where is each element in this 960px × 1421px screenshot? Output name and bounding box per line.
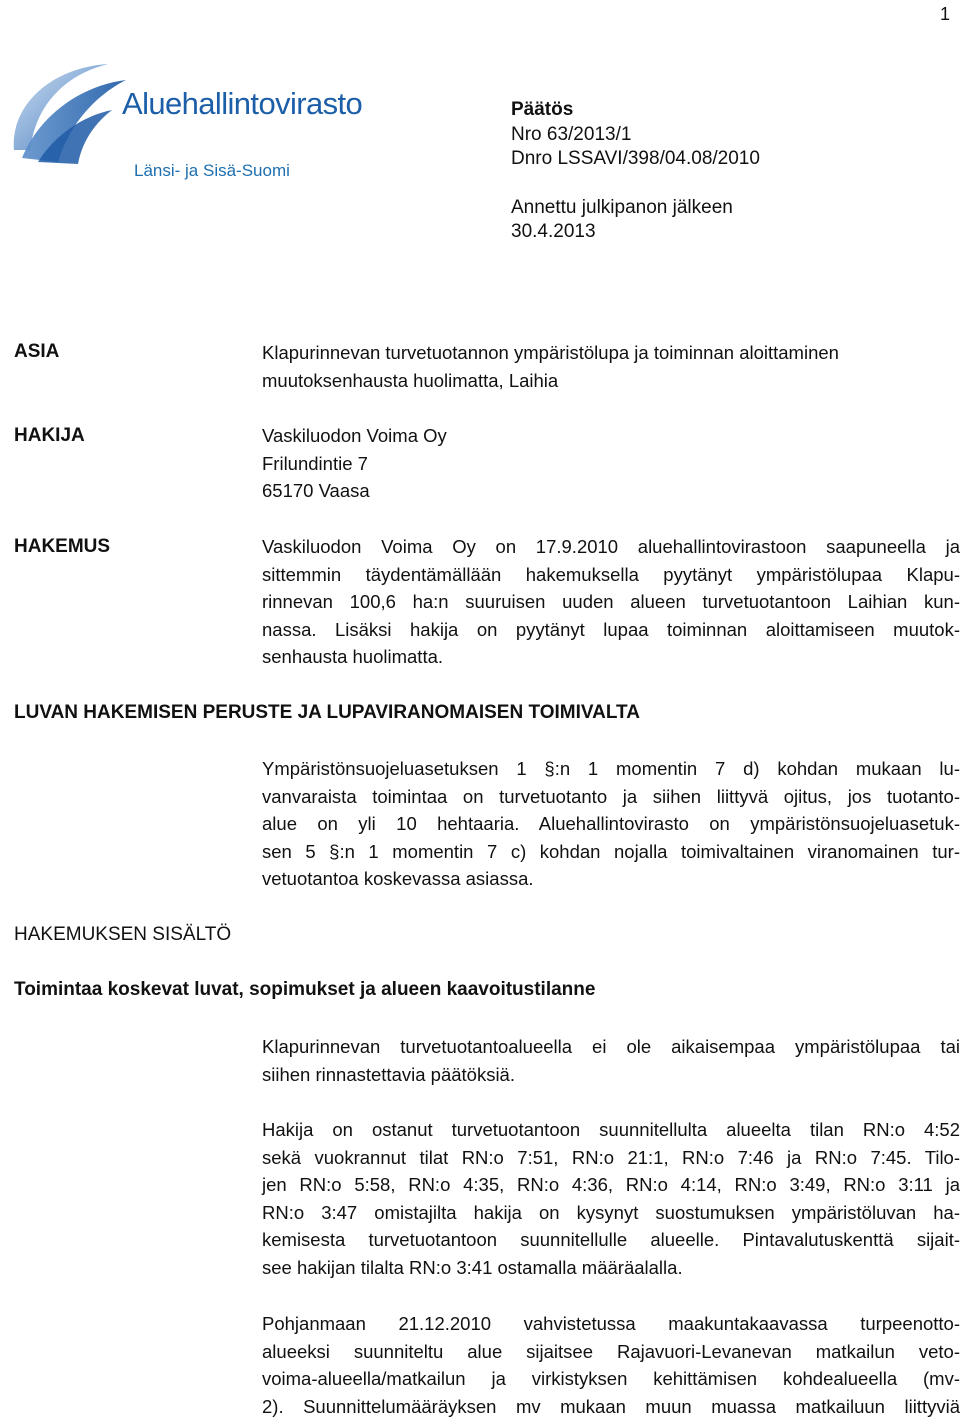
hakija-address bbox=[262, 422, 960, 505]
hakija-line: Frilundintie 7 bbox=[262, 452, 368, 474]
decision-title: Päätös bbox=[511, 99, 574, 120]
sisalto-para2 bbox=[262, 1116, 960, 1281]
decision-issued-date: 30.4.2013 bbox=[511, 221, 596, 242]
asia-label: ASIA bbox=[14, 341, 60, 362]
perusteet-line: Ympäristönsuojeluasetuksen 1 §:n 1 momentin 7 d) kohdan mukaan lu- bbox=[262, 758, 960, 779]
decision-number: Nro 63/2013/1 bbox=[511, 123, 632, 145]
sisalto-subheading: Toimintaa koskevat luvat, sopimukset ja alueen kaavoitustilanne bbox=[14, 979, 596, 1000]
hakemus-line: sittemmin täydentämällään hakemuksella pyytänyt ympäristölupaa Klapu- bbox=[262, 563, 960, 585]
page-number: 1 bbox=[939, 4, 950, 24]
para2-line: kemisesta turvetuotantoon suunnitellulle alueelle. Pintavalutuskenttä sijait- bbox=[262, 1229, 960, 1250]
para3-line: alueeksi suunniteltu alue sijaitsee Rajavuori-Levanevan matkailun veto- bbox=[262, 1340, 960, 1362]
logo-wordmark: Aluehallintovirasto bbox=[122, 86, 363, 121]
hakemus-text bbox=[262, 533, 960, 671]
hakemus-label: HAKEMUS bbox=[14, 536, 111, 557]
perusteet-text bbox=[262, 755, 960, 893]
para2-line: sekä vuokrannut tilat RN:o 7:51, RN:o 21:1, RN:o 7:46 ja RN:o 7:45. Tilo- bbox=[262, 1146, 960, 1168]
para1-line: Klapurinnevan turvetuotantoalueella ei ole aikaisempaa ympäristölupaa tai bbox=[262, 1036, 960, 1057]
para2-line: jen RN:o 5:58, RN:o 4:35, RN:o 4:36, RN:o 4:14, RN:o 3:49, RN:o 3:11 ja bbox=[262, 1174, 960, 1195]
perusteet-line: vetuotantoa koskevassa asiassa. bbox=[262, 868, 534, 889]
sisalto-para1 bbox=[262, 1033, 960, 1088]
decision-dnro: Dnro LSSAVI/398/04.08/2010 bbox=[511, 148, 760, 169]
hakija-line: 65170 Vaasa bbox=[262, 480, 370, 501]
asia-line: muutoksenhausta huolimatta, Laihia bbox=[262, 369, 559, 391]
hakemus-line: nassa. Lisäksi hakija on pyytänyt lupaa toiminnan aloittamiseen muutok- bbox=[262, 618, 960, 640]
perusteet-heading: LUVAN HAKEMISEN PERUSTE JA LUPAVIRANOMAISEN TOIMIVALTA bbox=[14, 702, 640, 723]
para3-line: voima-alueella/matkailun ja virkistyksen kehittämisen kohdealueella (mv- bbox=[262, 1368, 960, 1389]
asia-line: Klapurinnevan turvetuotannon ympäristölupa ja toiminnan aloittaminen bbox=[262, 342, 839, 363]
perusteet-line: vanvaraista toimintaa on turvetuotanto ja siihen liittyvä ojitus, jos tuotanto- bbox=[262, 785, 960, 807]
hakemus-line: senhausta huolimatta. bbox=[262, 646, 444, 667]
logo-subtitle: Länsi- ja Sisä-Suomi bbox=[134, 161, 290, 180]
decision-issued-label: Annettu julkipanon jälkeen bbox=[511, 196, 733, 218]
hakija-line: Vaskiluodon Voima Oy bbox=[262, 425, 447, 446]
para3-line: 2). Suunnittelumääräyksen mv mukaan muun muassa matkailuun liittyviä bbox=[262, 1395, 960, 1417]
hakemus-line: rinnevan 100,6 ha:n suuruisen uuden alueen turvetuotantoon Laihian kun- bbox=[262, 591, 960, 612]
para1-line: siihen rinnastettavia päätöksiä. bbox=[262, 1063, 515, 1085]
para2-line: RN:o 3:47 omistajilta hakija on kysynyt suostumuksen ympäristöluvan ha- bbox=[262, 1201, 960, 1223]
para2-line: Hakija on ostanut turvetuotantoon suunnitellulta alueelta tilan RN:o 4:52 bbox=[262, 1119, 960, 1140]
para2-line: see hakijan tilalta RN:o 3:41 ostamalla määräalalla. bbox=[262, 1256, 683, 1278]
perusteet-line: alue on yli 10 hehtaaria. Aluehallintovirasto on ympäristönsuojeluasetuk- bbox=[262, 813, 960, 834]
sisalto-heading: HAKEMUKSEN SISÄLTÖ bbox=[14, 924, 232, 945]
asia-text bbox=[262, 339, 960, 394]
decision-info bbox=[511, 98, 760, 245]
hakemus-line: Vaskiluodon Voima Oy on 17.9.2010 aluehallintovirastoon saapuneella ja bbox=[262, 536, 960, 557]
sisalto-para3 bbox=[262, 1310, 960, 1420]
para3-line: Pohjanmaan 21.12.2010 vahvistetussa maakuntakaavassa turpeenotto- bbox=[262, 1313, 960, 1334]
perusteet-line: sen 5 §:n 1 momentin 7 c) kohdan nojalla toimivaltainen viranomainen tur- bbox=[262, 840, 960, 862]
hakija-label: HAKIJA bbox=[14, 425, 85, 446]
